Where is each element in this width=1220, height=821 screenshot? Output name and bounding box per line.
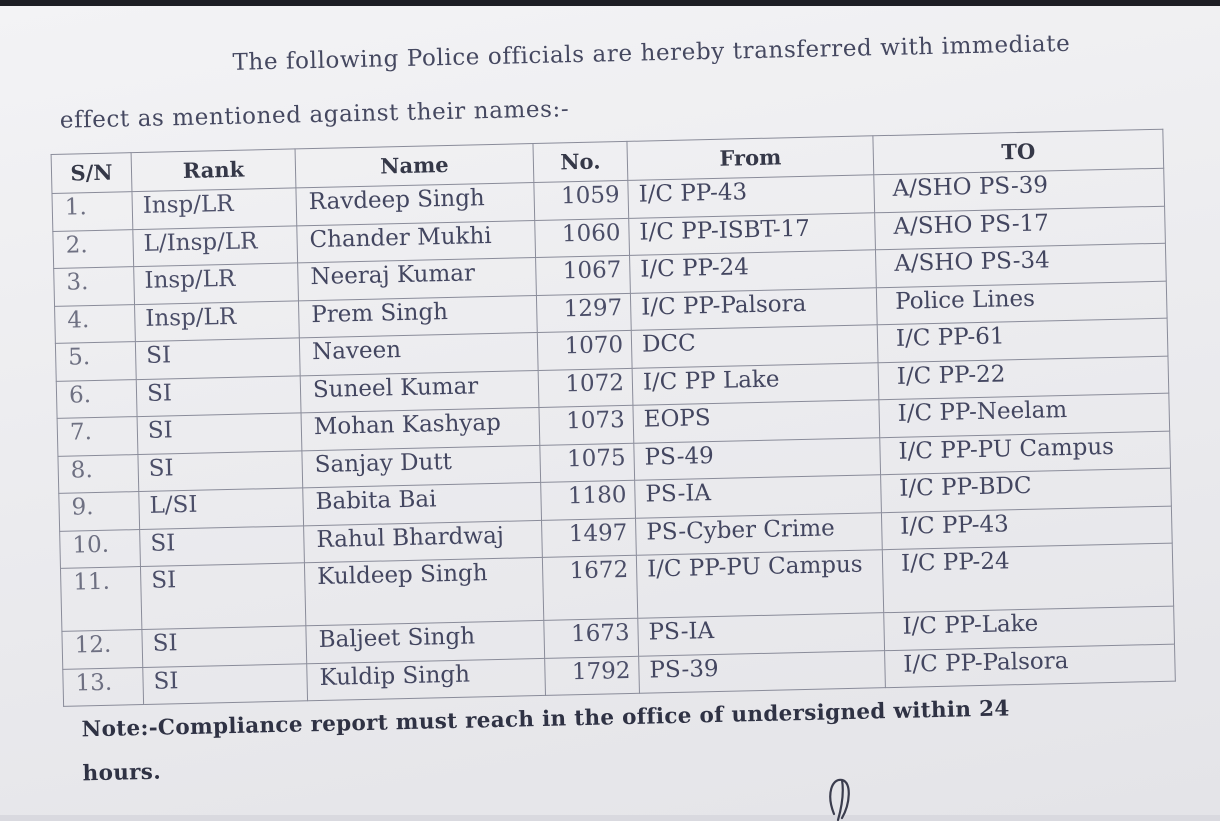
cell-sn: 3. bbox=[54, 267, 135, 306]
cell-to: I/C PP-Palsora bbox=[885, 644, 1176, 688]
cell-no: 1297 bbox=[536, 293, 631, 333]
document-page bbox=[0, 6, 1220, 815]
cell-no: 1073 bbox=[539, 405, 634, 445]
cell-to: I/C PP-22 bbox=[878, 356, 1169, 400]
cell-name: Ravdeep Singh bbox=[296, 183, 535, 226]
cell-to: A/SHO PS-17 bbox=[875, 206, 1166, 250]
signature-mark bbox=[820, 774, 870, 821]
cell-sn: 2. bbox=[53, 229, 134, 268]
cell-no: 1067 bbox=[536, 255, 631, 295]
cell-no: 1060 bbox=[535, 218, 630, 258]
cell-from: PS-39 bbox=[639, 650, 886, 693]
cell-rank: L/SI bbox=[139, 488, 304, 529]
cell-no: 1070 bbox=[537, 330, 632, 370]
cell-no: 1075 bbox=[540, 443, 635, 483]
cell-from: EOPS bbox=[633, 400, 880, 443]
cell-rank: SI bbox=[140, 525, 305, 566]
cell-sn: 8. bbox=[58, 454, 139, 493]
cell-sn: 11. bbox=[60, 567, 141, 632]
cell-no: 1672 bbox=[542, 555, 637, 620]
intro-line-2: effect as mentioned against their names:- bbox=[59, 96, 570, 134]
cell-from: PS-IA bbox=[638, 613, 885, 656]
cell-sn: 12. bbox=[62, 630, 143, 669]
cell-rank: SI bbox=[143, 663, 308, 704]
cell-sn: 7. bbox=[57, 417, 138, 456]
transfer-table bbox=[51, 129, 1176, 707]
cell-no: 1792 bbox=[545, 656, 640, 696]
header-sn: S/N bbox=[51, 153, 132, 194]
cell-rank: SI bbox=[138, 450, 303, 491]
cell-to: I/C PP-Lake bbox=[884, 606, 1175, 650]
cell-from: I/C PP-Palsora bbox=[630, 287, 877, 330]
cell-rank: Insp/LR bbox=[134, 263, 299, 304]
cell-rank: SI bbox=[135, 338, 300, 379]
transfer-order bbox=[48, 15, 1175, 797]
cell-from: I/C PP-ISBT-17 bbox=[629, 212, 876, 255]
header-name: Name bbox=[295, 144, 534, 188]
cell-name: Chander Mukhi bbox=[297, 220, 536, 263]
cell-name: Kuldip Singh bbox=[307, 658, 546, 701]
cell-rank: SI bbox=[137, 413, 302, 454]
cell-to: I/C PP-PU Campus bbox=[880, 431, 1171, 475]
cell-from: I/C PP-24 bbox=[630, 250, 877, 293]
cell-to: I/C PP-24 bbox=[882, 543, 1173, 613]
cell-rank: Insp/LR bbox=[132, 188, 297, 229]
header-to: TO bbox=[873, 129, 1164, 175]
cell-to: I/C PP-Neelam bbox=[879, 393, 1170, 437]
cell-from: I/C PP Lake bbox=[632, 362, 879, 405]
cell-from: PS-IA bbox=[635, 475, 882, 518]
cell-from: I/C PP-PU Campus bbox=[636, 550, 883, 619]
cell-no: 1072 bbox=[538, 368, 633, 408]
cell-from: PS-49 bbox=[634, 437, 881, 480]
cell-sn: 1. bbox=[52, 192, 133, 231]
intro-paragraph bbox=[48, 15, 1160, 148]
cell-to: A/SHO PS-34 bbox=[875, 243, 1166, 287]
cell-to: I/C PP-BDC bbox=[881, 468, 1172, 512]
table-body bbox=[52, 168, 1175, 706]
cell-to: A/SHO PS-39 bbox=[874, 168, 1165, 212]
cell-rank: SI bbox=[136, 375, 301, 416]
cell-name: Babita Bai bbox=[303, 482, 542, 525]
cell-no: 1059 bbox=[534, 180, 629, 220]
cell-rank: Insp/LR bbox=[135, 300, 300, 341]
cell-name: Naveen bbox=[299, 332, 538, 375]
cell-no: 1180 bbox=[541, 480, 636, 520]
header-no: No. bbox=[533, 141, 628, 182]
cell-to: I/C PP-43 bbox=[881, 506, 1172, 550]
cell-rank: SI bbox=[142, 626, 307, 667]
cell-to: Police Lines bbox=[876, 281, 1167, 325]
cell-rank: L/Insp/LR bbox=[133, 225, 298, 266]
cell-name: Prem Singh bbox=[298, 295, 537, 338]
cell-no: 1673 bbox=[544, 618, 639, 658]
cell-sn: 5. bbox=[55, 342, 136, 381]
cell-name: Baljeet Singh bbox=[306, 620, 545, 663]
cell-sn: 4. bbox=[55, 304, 136, 343]
cell-sn: 6. bbox=[56, 379, 137, 418]
cell-sn: 9. bbox=[59, 492, 140, 531]
cell-from: DCC bbox=[631, 325, 878, 368]
cell-rank: SI bbox=[140, 563, 305, 630]
cell-sn: 13. bbox=[63, 667, 144, 706]
cell-from: I/C PP-43 bbox=[628, 175, 875, 218]
cell-name: Sanjay Dutt bbox=[302, 445, 541, 488]
cell-sn: 10. bbox=[60, 529, 141, 568]
cell-name: Rahul Bhardwaj bbox=[304, 520, 543, 563]
cell-from: PS-Cyber Crime bbox=[635, 512, 882, 555]
cell-to: I/C PP-61 bbox=[877, 318, 1168, 362]
header-from: From bbox=[627, 136, 874, 181]
note-line-1: Note:-Compliance report must reach in the office of undersigned within 24 bbox=[81, 696, 1010, 743]
intro-line-1: The following Police officials are hereby transferred with immediate bbox=[232, 30, 1071, 76]
cell-name: Mohan Kashyap bbox=[301, 407, 540, 450]
cell-name: Suneel Kumar bbox=[300, 370, 539, 413]
header-rank: Rank bbox=[131, 149, 296, 192]
cell-no: 1497 bbox=[542, 518, 637, 558]
cell-name: Neeraj Kumar bbox=[298, 257, 537, 300]
cell-name: Kuldeep Singh bbox=[304, 557, 543, 625]
note-line-2: hours. bbox=[82, 759, 162, 787]
